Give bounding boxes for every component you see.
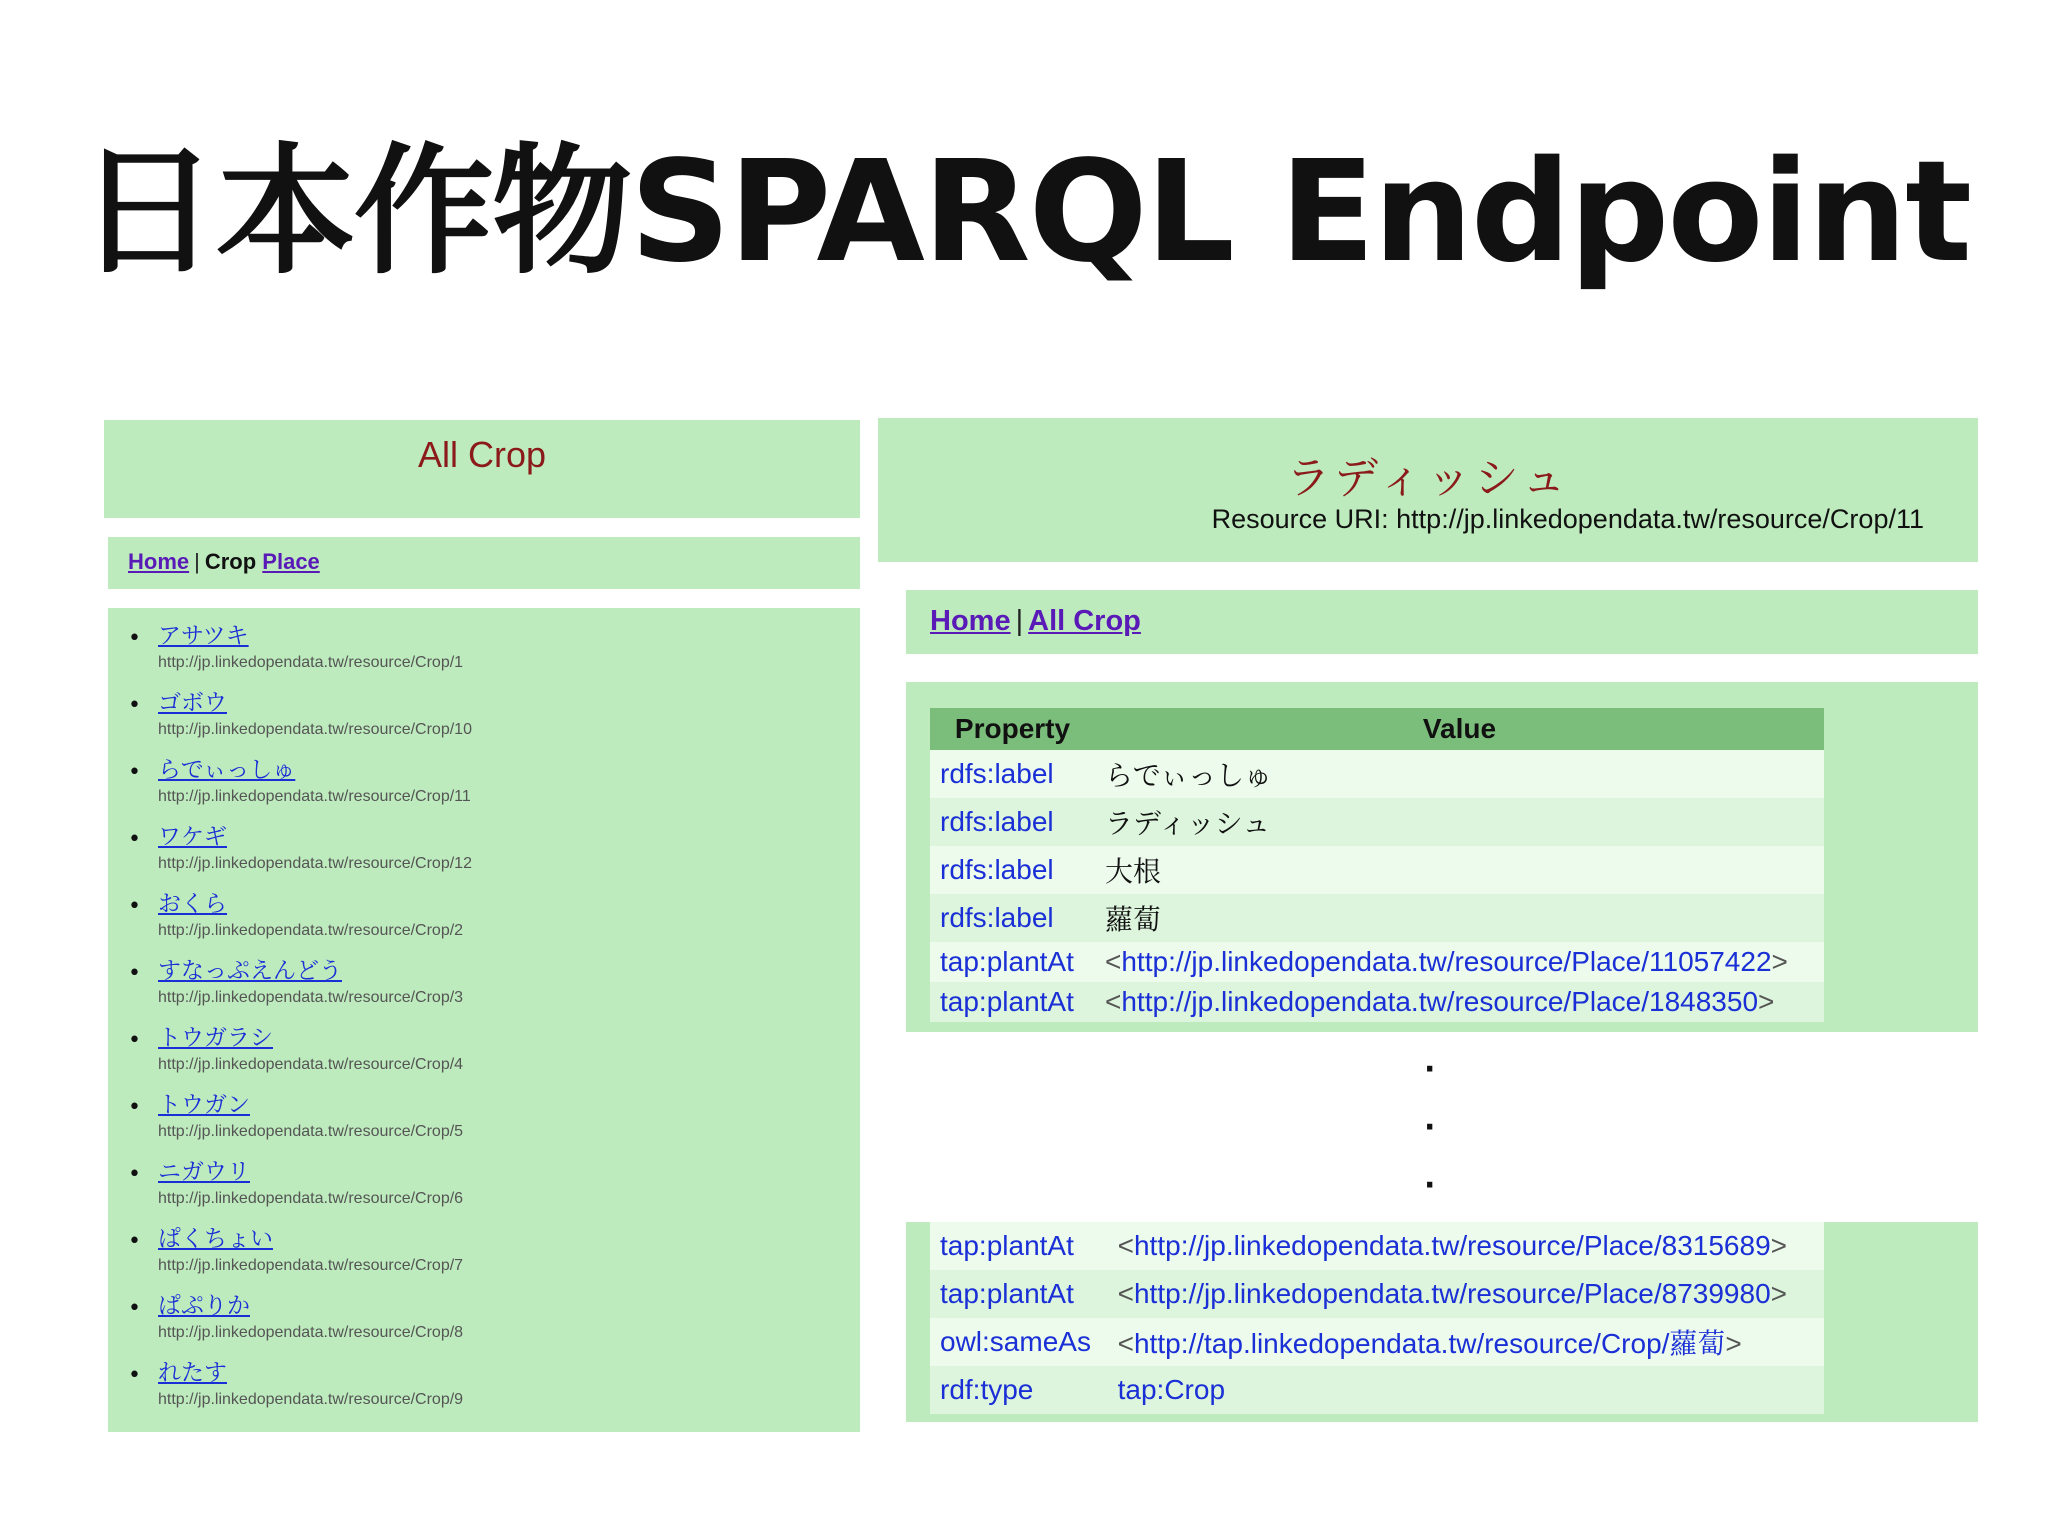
ellipsis-dot: · <box>1424 1110 1436 1145</box>
crop-uri: http://jp.linkedopendata.tw/resource/Crop/6 <box>158 1190 464 1207</box>
crop-uri: http://jp.linkedopendata.tw/resource/Crop/11 <box>158 788 471 805</box>
bullet: • <box>128 894 141 919</box>
crop-uri: http://jp.linkedopendata.tw/resource/Crop/7 <box>158 1257 464 1274</box>
property-cell[interactable]: rdfs:label <box>930 750 1095 798</box>
resource-title: ラディッシュ <box>1286 453 1570 504</box>
angle-open: < <box>1117 1328 1134 1359</box>
property-cell[interactable]: tap:plantAt <box>930 1222 1108 1270</box>
table-row <box>930 846 1824 894</box>
value-cell <box>1095 798 1824 846</box>
nav-all-crop-link[interactable]: All Crop <box>1028 605 1141 637</box>
all-crop-header-panel <box>104 420 860 518</box>
crop-link[interactable]: ワケギ <box>158 824 227 850</box>
table-header-row <box>930 708 1824 750</box>
crop-link[interactable]: ニガウリ <box>158 1159 250 1185</box>
property-cell[interactable]: rdfs:label <box>930 798 1095 846</box>
property-column-header: Property <box>930 708 1095 750</box>
crop-uri: http://jp.linkedopendata.tw/resource/Crop/9 <box>158 1391 464 1408</box>
bullet: • <box>128 1363 141 1388</box>
crop-uri: http://jp.linkedopendata.tw/resource/Crop/10 <box>158 721 472 738</box>
slide-title: 日本作物SPARQL Endpoint <box>77 131 1971 294</box>
property-cell[interactable]: rdfs:label <box>930 846 1095 894</box>
property-cell[interactable]: rdf:type <box>930 1366 1108 1414</box>
crop-link[interactable]: すなっぷえんどう <box>158 958 342 984</box>
value-cell <box>1095 942 1824 982</box>
property-cell[interactable]: owl:sameAs <box>930 1318 1108 1366</box>
properties-table-panel <box>906 682 1978 1032</box>
value-cell <box>1108 1270 1824 1318</box>
value-link[interactable]: http://jp.linkedopendata.tw/resource/Place/11057422 <box>1121 946 1772 977</box>
angle-close: > <box>1770 1230 1788 1261</box>
properties-table-continued <box>930 1222 1824 1414</box>
value-text: ラディッシュ <box>1105 808 1271 839</box>
properties-table-panel-continued <box>906 1222 1978 1422</box>
crop-list-item <box>120 1292 472 1359</box>
value-cell <box>1095 846 1824 894</box>
crop-list-item <box>120 1024 472 1091</box>
all-crop-heading: All Crop <box>417 434 547 475</box>
crop-list-item <box>120 957 472 1024</box>
crop-list-item <box>120 1225 472 1292</box>
left-nav-bar <box>108 537 860 589</box>
angle-close: > <box>1758 986 1775 1017</box>
value-link[interactable]: http://jp.linkedopendata.tw/resource/Place/1848350 <box>1121 986 1759 1017</box>
value-text: 大根 <box>1105 856 1162 887</box>
value-cell <box>1095 894 1824 942</box>
angle-close: > <box>1725 1328 1742 1359</box>
table-row <box>930 1270 1824 1318</box>
crop-list-item <box>120 823 472 890</box>
left-breadcrumb <box>128 549 320 575</box>
crop-uri: http://jp.linkedopendata.tw/resource/Crop/4 <box>158 1056 464 1073</box>
angle-close: > <box>1771 946 1788 977</box>
bullet: • <box>128 1296 141 1321</box>
nav-separator: | <box>1015 605 1024 637</box>
crop-link[interactable]: トウガラシ <box>158 1025 273 1051</box>
table-row <box>930 942 1824 982</box>
bullet: • <box>128 1229 141 1254</box>
nav-current-crop: Crop <box>204 549 257 574</box>
crop-link[interactable]: おくら <box>158 891 227 917</box>
bullet: • <box>128 693 141 718</box>
value-link[interactable]: http://tap.linkedopendata.tw/resource/Crop/蘿蔔 <box>1133 1328 1726 1359</box>
value-cell <box>1095 750 1824 798</box>
table-row <box>930 982 1824 1022</box>
value-link[interactable]: tap:Crop <box>1117 1374 1226 1405</box>
crop-uri: http://jp.linkedopendata.tw/resource/Crop/3 <box>158 989 464 1006</box>
value-link[interactable]: http://jp.linkedopendata.tw/resource/Place/8315689 <box>1133 1230 1771 1261</box>
bullet: • <box>128 626 141 651</box>
bullet: • <box>128 1028 141 1053</box>
value-cell <box>1108 1222 1824 1270</box>
angle-open: < <box>1117 1230 1134 1261</box>
crop-uri: http://jp.linkedopendata.tw/resource/Crop/8 <box>158 1324 464 1341</box>
ellipsis-dot: · <box>1424 1168 1436 1203</box>
bullet: • <box>128 1095 141 1120</box>
crop-list <box>120 622 472 1426</box>
crop-link[interactable]: ぱくちょい <box>158 1226 273 1252</box>
crop-list-item <box>120 1359 472 1426</box>
angle-open: < <box>1105 986 1122 1017</box>
table-row <box>930 894 1824 942</box>
angle-open: < <box>1105 946 1122 977</box>
nav-home-link[interactable]: Home <box>128 549 190 574</box>
crop-link[interactable]: トウガン <box>158 1092 250 1118</box>
bullet: • <box>128 961 141 986</box>
crop-list-item <box>120 622 472 689</box>
crop-list-item <box>120 890 472 957</box>
right-nav-bar <box>906 590 1978 654</box>
crop-uri: http://jp.linkedopendata.tw/resource/Crop/12 <box>158 855 472 872</box>
angle-close: > <box>1770 1278 1788 1309</box>
crop-link[interactable]: れたす <box>158 1360 227 1386</box>
table-row <box>930 1222 1824 1270</box>
nav-home-link[interactable]: Home <box>930 605 1011 637</box>
value-link[interactable]: http://jp.linkedopendata.tw/resource/Place/8739980 <box>1133 1278 1771 1309</box>
resource-header-panel <box>878 418 1978 562</box>
property-cell[interactable]: rdfs:label <box>930 894 1095 942</box>
value-cell <box>1095 982 1824 1022</box>
property-cell[interactable]: tap:plantAt <box>930 982 1095 1022</box>
table-row <box>930 798 1824 846</box>
property-cell[interactable]: tap:plantAt <box>930 1270 1108 1318</box>
crop-link[interactable]: ぱぷりか <box>158 1293 250 1319</box>
crop-uri: http://jp.linkedopendata.tw/resource/Crop/5 <box>158 1123 464 1140</box>
bullet: • <box>128 827 141 852</box>
table-row <box>930 1366 1824 1414</box>
angle-open: < <box>1117 1278 1134 1309</box>
crop-list-item <box>120 1091 472 1158</box>
crop-list-item <box>120 1158 472 1225</box>
right-breadcrumb <box>930 605 1141 638</box>
nav-place-link[interactable]: Place <box>262 549 320 574</box>
value-cell <box>1108 1318 1824 1366</box>
value-text: らでぃっしゅ <box>1105 760 1273 791</box>
nav-separator: | <box>194 549 200 574</box>
crop-list-item <box>120 756 472 823</box>
crop-list-panel <box>108 608 860 1432</box>
crop-list-item <box>120 689 472 756</box>
table-row <box>930 750 1824 798</box>
value-column-header: Value <box>1095 708 1824 750</box>
crop-uri: http://jp.linkedopendata.tw/resource/Crop/2 <box>158 922 464 939</box>
table-row <box>930 1318 1824 1366</box>
bullet: • <box>128 1162 141 1187</box>
value-cell <box>1108 1366 1824 1414</box>
crop-link[interactable]: アサツキ <box>158 623 249 649</box>
crop-uri: http://jp.linkedopendata.tw/resource/Crop/1 <box>158 654 464 671</box>
resource-uri: Resource URI: http://jp.linkedopendata.tw/resource/Crop/11 <box>1211 504 1924 534</box>
crop-link[interactable]: らでぃっしゅ <box>158 757 296 783</box>
properties-table <box>930 708 1824 1022</box>
ellipsis-dot: · <box>1424 1052 1436 1087</box>
crop-link[interactable]: ゴボウ <box>158 690 227 716</box>
value-text: 蘿蔔 <box>1105 904 1162 935</box>
property-cell[interactable]: tap:plantAt <box>930 942 1095 982</box>
bullet: • <box>128 760 141 785</box>
